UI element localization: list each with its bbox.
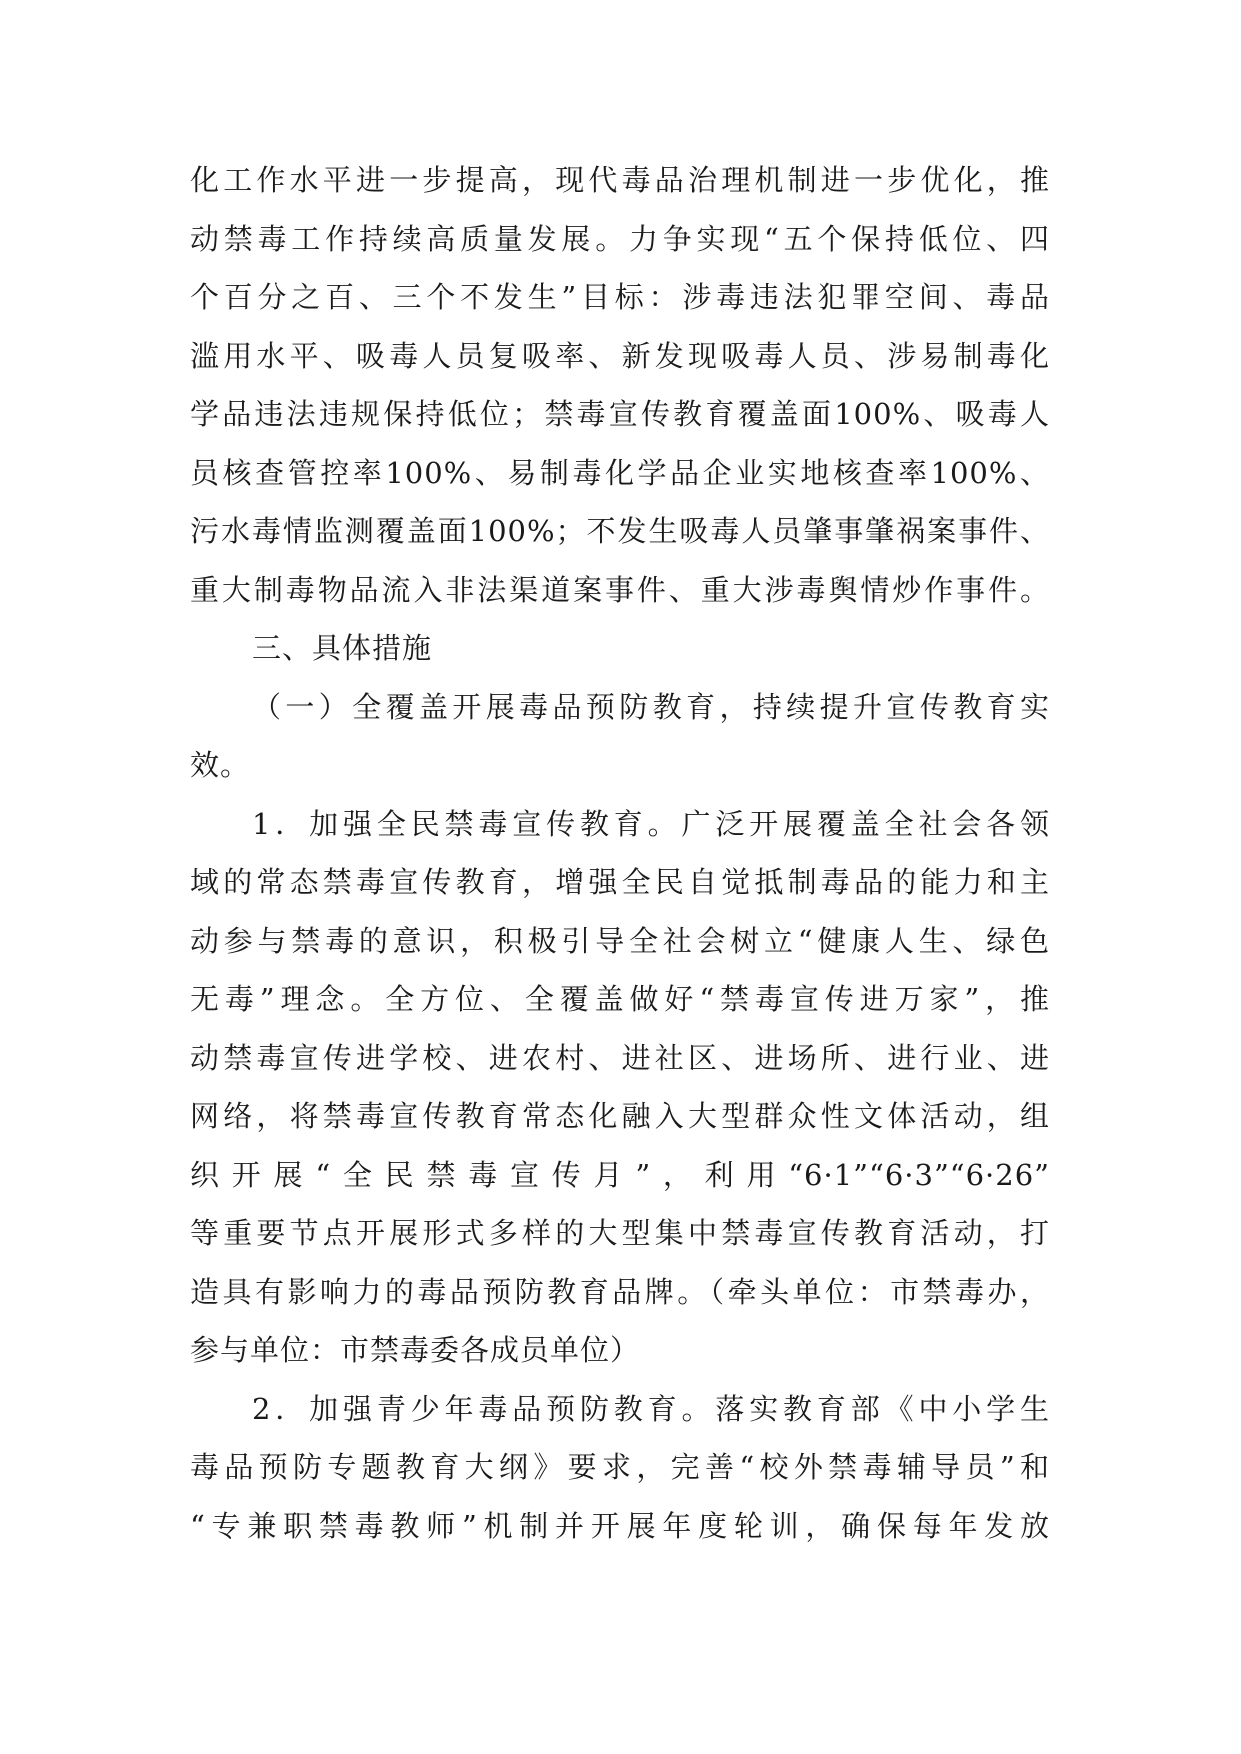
text-line: 重大制毒物品流入非法渠道案事件、重大涉毒舆情炒作事件。	[190, 572, 1050, 607]
text-line: 动禁毒工作持续高质量发展。力争实现“五个保持低位、四	[190, 221, 1050, 256]
text-line: 域的常态禁毒宣传教育，增强全民自觉抵制毒品的能力和主	[190, 865, 1050, 899]
text-line: 1．加强全民禁毒宣传教育。广泛开展覆盖全社会各领	[252, 806, 1050, 841]
text-line: 污水毒情监测覆盖面100%；不发生吸毒人员肇事肇祸案事件、	[190, 514, 1050, 548]
text-line: 三、具体措施	[252, 631, 433, 665]
text-line: 造具有影响力的毒品预防教育品牌。（牵头单位：市禁毒办，	[190, 1274, 1050, 1309]
text-line: 个百分之百、三个不发生”目标：涉毒违法犯罪空间、毒品	[190, 280, 1050, 314]
text-line: 参与单位：市禁毒委各成员单位）	[190, 1333, 641, 1367]
text-line: “专兼职禁毒教师”机制并开展年度轮训，确保每年发放	[190, 1508, 1050, 1543]
text-line: 化工作水平进一步提高，现代毒品治理机制进一步优化，推	[190, 163, 1050, 197]
text-line: 2．加强青少年毒品预防教育。落实教育部《中小学生	[252, 1391, 1050, 1426]
text-line: 效。	[190, 748, 251, 782]
text-line: 动参与禁毒的意识，积极引导全社会树立“健康人生、绿色	[190, 923, 1050, 958]
text-line: 毒品预防专题教育大纲》要求，完善“校外禁毒辅导员”和	[190, 1450, 1050, 1484]
text-line: 员核查管控率100%、易制毒化学品企业实地核查率100%、	[190, 455, 1050, 490]
text-line: 无毒”理念。全方位、全覆盖做好“禁毒宣传进万家”，推	[190, 982, 1050, 1016]
text-line: 滥用水平、吸毒人员复吸率、新发现吸毒人员、涉易制毒化	[190, 338, 1050, 373]
text-line: 等重要节点开展形式多样的大型集中禁毒宣传教育活动，打	[190, 1216, 1050, 1250]
text-line: 网络，将禁毒宣传教育常态化融入大型群众性文体活动，组	[190, 1099, 1050, 1133]
text-line: 织开展“全民禁毒宣传月”，利用“6·1”“6·3”“6·26”	[190, 1157, 1050, 1192]
text-line: （一）全覆盖开展毒品预防教育，持续提升宣传教育实	[252, 689, 1050, 724]
text-line: 动禁毒宣传进学校、进农村、进社区、进场所、进行业、进	[190, 1040, 1050, 1075]
text-line: 学品违法违规保持低位；禁毒宣传教育覆盖面100%、吸毒人	[190, 397, 1050, 431]
document-body	[190, 160, 1050, 1564]
